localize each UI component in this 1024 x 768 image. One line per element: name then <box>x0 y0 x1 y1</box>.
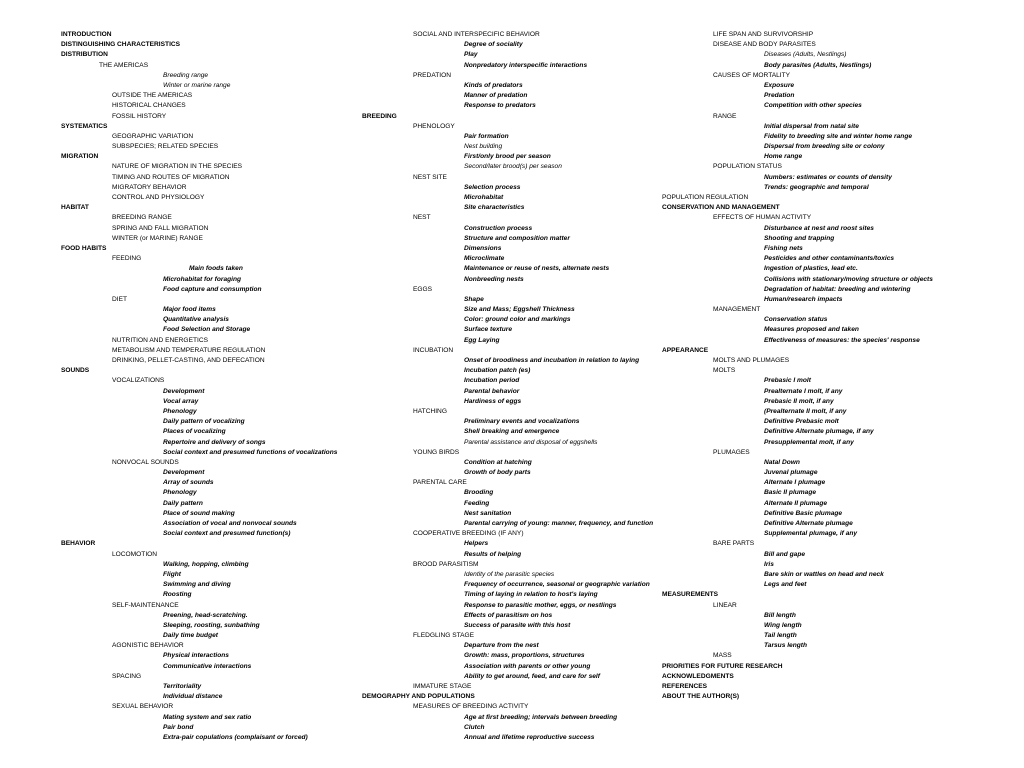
outline-subitem: Quantitative analysis <box>163 316 229 324</box>
section-heading: POPULATION REGULATION <box>662 194 749 201</box>
outline-subitem: Food Selection and Storage <box>163 326 251 334</box>
outline-subheading: OUTSIDE THE AMERICAS <box>112 92 193 100</box>
outline-subitem: Effectiveness of measures: the species' response <box>764 336 920 344</box>
outline-subitem: Nest building <box>464 143 503 151</box>
outline-subitem: Array of sounds <box>163 479 214 487</box>
outline-subitem: Disturbance at nest and roost sites <box>764 224 874 232</box>
outline-subitem: Shape <box>464 295 484 303</box>
outline-subheading: HISTORICAL CHANGES <box>112 102 186 110</box>
outline-subitem: Identity of the parasitic species <box>464 570 555 578</box>
outline-subitem: Annual and lifetime reproductive success <box>464 733 595 741</box>
outline-subitem: Dimensions <box>464 244 502 252</box>
outline-subheading: PARENTAL CARE <box>413 479 467 487</box>
outline-column-1 <box>61 30 361 743</box>
outline-subheading: TIMING AND ROUTES OF MIGRATION <box>112 173 230 181</box>
outline-subheading: FLEDGLING STAGE <box>413 632 475 640</box>
outline-subitem: Place of sound making <box>163 509 235 517</box>
outline-subitem: Mating system and sex ratio <box>163 713 252 721</box>
section-heading: DISTINGUISHING CHARACTERISTICS <box>61 41 181 49</box>
outline-subitem: Site characteristics <box>464 204 525 212</box>
outline-subheading: BROOD PARASITISM <box>413 560 479 568</box>
outline-subheading: DISEASE AND BODY PARASITES <box>713 41 816 49</box>
outline-subitem: Phenology <box>163 489 197 497</box>
outline-subitem: Body parasites (Adults, Nestlings) <box>764 61 872 69</box>
outline-subitem: Size and Mass; Eggshell Thickness <box>464 306 575 314</box>
outline-subitem: Response to parasitic mother, eggs, or nestlings <box>464 601 617 609</box>
outline-subitem: Helpers <box>464 540 489 548</box>
outline-subheading: DRINKING, PELLET-CASTING, AND DEFECATION <box>112 357 265 364</box>
outline-subheading: MEASURES OF BREEDING ACTIVITY <box>413 703 529 711</box>
outline-subitem: Bill and gape <box>764 550 806 558</box>
outline-subitem: Home range <box>764 153 803 161</box>
section-heading: ACKNOWLEDGMENTS <box>662 672 734 680</box>
outline-subitem: Daily time budget <box>163 632 218 640</box>
outline-subitem: Natal Down <box>764 458 800 466</box>
outline-subheading: METABOLISM AND TEMPERATURE REGULATION <box>112 346 266 354</box>
outline-subitem: Tarsus length <box>764 642 807 650</box>
outline-subitem: Social context and presumed functions of vocalizations <box>163 448 338 456</box>
outline-subheading: PHENOLOGY <box>413 122 455 130</box>
outline-subitem: Presupplemental molt, if any <box>764 438 854 446</box>
outline-subitem: Swimming and diving <box>163 581 231 589</box>
outline-subitem: Association with parents or other young <box>464 662 591 670</box>
outline-subheading: SPRING AND FALL MIGRATION <box>112 224 209 232</box>
section-heading: MIGRATION <box>61 153 99 161</box>
outline-subheading: PLUMAGES <box>713 448 750 456</box>
outline-subitem: Places of vocalizing <box>163 428 226 436</box>
outline-subitem: Physical interactions <box>163 652 229 660</box>
outline-subitem: Daily pattern of vocalizing <box>163 418 245 426</box>
outline-subheading: NEST SITE <box>413 173 447 181</box>
outline-subheading: INCUBATION <box>413 346 454 354</box>
outline-subitem: Success of parasite with this host <box>464 621 571 629</box>
outline-subitem: Shooting and trapping <box>764 234 835 242</box>
outline-subitem: Alternate I plumage <box>764 479 826 487</box>
section-heading: SOUNDS <box>61 367 90 375</box>
outline-subitem: Preening, head-scratching. <box>163 611 248 619</box>
outline-subheading: DIET <box>112 295 128 303</box>
outline-subitem: Social context and presumed function(s) <box>163 530 291 538</box>
outline-subitem: Dispersal from breeding site or colony <box>764 143 885 151</box>
outline-subitem: Shell breaking and emergence <box>464 428 560 436</box>
outline-subheading: PREDATION <box>413 71 451 79</box>
outline-subitem: Prebasic I molt <box>764 377 811 385</box>
outline-subitem: Territoriality <box>163 683 202 690</box>
outline-subheading: MASS <box>713 652 732 660</box>
outline-subheading: NONVOCAL SOUNDS <box>112 458 179 466</box>
outline-subitem: Alternate II plumage <box>764 499 828 507</box>
outline-subheading: LOCOMOTION <box>112 550 158 558</box>
outline-subitem: Nonpredatory interspecific interactions <box>464 61 588 69</box>
outline-subheading: NATURE OF MIGRATION IN THE SPECIES <box>112 163 243 171</box>
outline-subitem: Extra-pair copulations (complaisant or forced) <box>163 733 308 741</box>
outline-subitem: Communicative interactions <box>163 662 252 670</box>
outline-subheading: HATCHING <box>413 407 447 415</box>
outline-subheading: CAUSES OF MORTALITY <box>713 71 791 79</box>
outline-subitem: Definitive Basic plumage <box>764 509 843 517</box>
outline-subitem: Degree of sociality <box>464 41 523 49</box>
section-heading: DISTRIBUTION <box>61 51 108 59</box>
section-heading: BEHAVIOR <box>61 540 96 548</box>
section-heading: PRIORITIES FOR FUTURE RESEARCH <box>662 662 783 670</box>
section-heading: INTRODUCTION <box>61 31 112 38</box>
outline-subitem: Growth: mass, proportions, structures <box>464 652 585 660</box>
outline-subheading: SEXUAL BEHAVIOR <box>112 703 174 711</box>
outline-subitem: Tail length <box>764 632 797 640</box>
outline-subitem: Major food items <box>163 306 216 314</box>
outline-subitem: Incubation patch (es) <box>464 367 531 375</box>
outline-subitem: Bill length <box>764 611 796 619</box>
outline-subitem: Prealternate I molt, if any <box>764 387 843 395</box>
outline-column-2 <box>362 30 662 743</box>
section-heading: APPEARANCE <box>662 346 709 354</box>
outline-subitem: Structure and composition matter <box>464 234 570 242</box>
outline-subheading: AGONISTIC BEHAVIOR <box>112 642 184 650</box>
outline-subitem: Prebasic II molt, if any <box>764 397 834 405</box>
outline-subheading: NEST <box>413 214 431 222</box>
outline-subitem: Construction process <box>464 224 533 232</box>
section-heading: BREEDING <box>362 112 397 120</box>
outline-subitem: Flight <box>163 570 181 578</box>
outline-subitem: Vocal array <box>163 397 199 405</box>
outline-subitem: Pesticides and other contaminants/toxics <box>764 255 895 263</box>
outline-subitem: (Prealternate II molt, if any <box>764 407 847 415</box>
outline-subitem: Human/research impacts <box>764 295 843 303</box>
outline-subitem: Competition with other species <box>764 102 862 110</box>
section-heading: ABOUT THE AUTHOR(S) <box>662 693 740 701</box>
outline-subitem: Hardiness of eggs <box>464 397 522 405</box>
outline-subitem: Association of vocal and nonvocal sounds <box>163 520 297 527</box>
outline-subitem: Definitive Alternate plumage, if any <box>764 428 874 436</box>
outline-subheading: THE AMERICAS <box>99 61 149 69</box>
outline-subitem: Wing length <box>764 621 802 629</box>
outline-subitem: Development <box>163 469 205 477</box>
outline-subitem: Ingestion of plastics, lead etc. <box>764 265 858 273</box>
outline-subheading: MOLTS AND PLUMAGES <box>713 357 790 364</box>
outline-subheading: WINTER (or MARINE) RANGE <box>112 234 203 242</box>
outline-subitem: Play <box>464 51 478 59</box>
outline-subitem: Phenology <box>163 407 197 415</box>
outline-subitem: Feeding <box>464 499 490 507</box>
outline-subheading: FOSSIL HISTORY <box>112 112 167 120</box>
outline-subitem: Kinds of predators <box>464 81 523 89</box>
outline-subitem: Bare skin or wattles on head and neck <box>764 570 884 578</box>
outline-subitem: Conservation status <box>764 316 828 324</box>
outline-subitem: Growth of body parts <box>464 469 531 477</box>
outline-subitem: Incubation period <box>464 377 520 385</box>
outline-subitem: Brooding <box>464 489 494 497</box>
outline-subheading: MANAGEMENT <box>713 306 761 314</box>
outline-subheading: CONTROL AND PHYSIOLOGY <box>112 194 205 201</box>
outline-subitem: Color: ground color and markings <box>464 316 571 324</box>
outline-subitem: Numbers: estimates or counts of density <box>764 173 892 181</box>
outline-subitem: Results of helping <box>464 550 522 558</box>
outline-subitem: Manner of predation <box>464 92 528 100</box>
outline-subitem: Development <box>163 387 205 395</box>
outline-subitem: Initial dispersal from natal site <box>764 122 859 130</box>
outline-subitem: Legs and feet <box>764 581 807 589</box>
outline-subitem: Frequency of occurrence, seasonal or geographic variation <box>464 581 650 589</box>
outline-subheading: BREEDING RANGE <box>112 214 172 222</box>
outline-subitem: Parental carrying of young: manner, frequency, and function <box>464 520 654 527</box>
outline-subitem: Selection process <box>464 183 521 191</box>
outline-subheading: SPACING <box>112 672 142 680</box>
outline-subitem: Food capture and consumption <box>163 285 262 293</box>
outline-subitem: Fishing nets <box>764 244 803 252</box>
section-heading: DEMOGRAPHY AND POPULATIONS <box>362 693 475 701</box>
outline-subheading: EFFECTS OF HUMAN ACTIVITY <box>713 214 812 222</box>
outline-subheading: LINEAR <box>713 601 737 609</box>
outline-subheading: EGGS <box>413 285 433 293</box>
outline-subitem: Breeding range <box>163 71 209 79</box>
outline-subitem: Second/later brood(s) per season <box>464 163 562 171</box>
outline-subitem: Iris <box>764 560 774 568</box>
outline-subheading: GEOGRAPHIC VARIATION <box>112 132 194 140</box>
outline-subitem: Sleeping, roosting, sunbathing <box>163 621 260 629</box>
outline-subitem: Microclimate <box>464 255 505 263</box>
section-heading: CONSERVATION AND MANAGEMENT <box>662 204 780 212</box>
outline-subitem: Juvenal plumage <box>764 469 818 477</box>
outline-subheading: SUBSPECIES; RELATED SPECIES <box>112 143 219 151</box>
outline-subitem: Condition at hatching <box>464 458 532 466</box>
outline-subitem: Departure from the nest <box>464 642 539 650</box>
outline-subitem: Nonbreeding nests <box>464 275 524 283</box>
outline-subheading: SELF-MAINTENANCE <box>112 601 179 609</box>
outline-subitem: Fidelity to breeding site and winter home range <box>764 132 913 140</box>
outline-subitem: Age at first breeding; intervals between breeding <box>464 713 618 721</box>
outline-subitem: Parental behavior <box>464 387 520 395</box>
outline-subheading: MOLTS <box>713 367 736 375</box>
outline-subheading: FEEDING <box>112 255 142 263</box>
outline-subitem: Individual distance <box>163 693 223 701</box>
outline-subitem: Degradation of habitat: breeding and wintering <box>764 285 911 293</box>
outline-subheading: NUTRITION AND ENERGETICS <box>112 336 208 344</box>
outline-subitem: Exposure <box>764 81 795 89</box>
outline-subitem: Onset of broodiness and incubation in relation to laying <box>464 357 640 364</box>
outline-subitem: Trends: geographic and temporal <box>764 183 869 191</box>
outline-subitem: Definitive Prebasic molt <box>764 418 839 426</box>
outline-subitem: Basic II plumage <box>764 489 817 497</box>
section-heading: FOOD HABITS <box>61 244 107 252</box>
outline-subitem: Parental assistance and disposal of eggshells <box>464 438 598 446</box>
outline-subitem: Predation <box>764 92 795 100</box>
section-heading: REFERENCES <box>662 683 708 690</box>
outline-subheading: MIGRATORY BEHAVIOR <box>112 183 187 191</box>
section-heading: SYSTEMATICS <box>61 122 108 130</box>
outline-subitem: Preliminary events and vocalizations <box>464 418 580 426</box>
outline-subitem: Microhabitat for foraging <box>163 275 242 283</box>
outline-subitem: Pair formation <box>464 132 509 140</box>
outline-subitem: Clutch <box>464 723 485 731</box>
outline-subitem: Collisions with stationary/moving structure or objects <box>764 275 933 283</box>
outline-subheading: BARE PARTS <box>713 540 755 548</box>
outline-subitem: Effects of parasitism on hos <box>464 611 553 619</box>
section-heading: HABITAT <box>61 204 89 212</box>
outline-subitem: Diseases (Adults, Nestlings) <box>764 51 847 59</box>
outline-subitem: Timing of laying in relation to host's laying <box>464 591 598 599</box>
outline-subheading: YOUNG BIRDS <box>413 448 460 456</box>
outline-subitem: Winter or marine range <box>163 81 231 89</box>
outline-subheading: LIFE SPAN AND SURVIVORSHIP <box>713 31 814 38</box>
outline-subitem: Walking, hopping, climbing <box>163 560 249 568</box>
outline-subitem: Daily pattern <box>163 499 203 507</box>
section-heading: MEASUREMENTS <box>662 591 719 599</box>
outline-subitem: Roosting <box>163 591 192 599</box>
outline-subheading: RANGE <box>713 112 737 120</box>
outline-subitem: Nest sanitation <box>464 509 512 517</box>
outline-subitem: First/only brood per season <box>464 153 551 161</box>
outline-subitem: Maintenance or reuse of nests, alternate nests <box>464 265 610 273</box>
outline-subitem: Egg Laying <box>464 336 500 344</box>
outline-subheading: VOCALIZATIONS <box>112 377 165 385</box>
outline-subitem: Ability to get around, feed, and care for self <box>464 672 600 680</box>
outline-subitem: Definitive Alternate plumage <box>764 520 853 527</box>
outline-subitem: Surface texture <box>464 326 513 334</box>
outline-subheading: SOCIAL AND INTERSPECIFIC BEHAVIOR <box>413 31 540 38</box>
outline-subheading: COOPERATIVE BREEDING (IF ANY) <box>413 530 524 538</box>
outline-column-3 <box>662 30 1024 702</box>
outline-subitem: Pair bond <box>163 723 194 731</box>
outline-subitem: Repertoire and delivery of songs <box>163 438 266 446</box>
outline-subitem: Measures proposed and taken <box>764 326 859 334</box>
outline-subitem: Microhabitat <box>464 194 504 201</box>
outline-subheading: IMMATURE STAGE <box>413 683 472 690</box>
outline-subheading: POPULATION STATUS <box>713 163 782 171</box>
outline-subitem: Response to predators <box>464 102 536 110</box>
outline-subitem: Supplemental plumage, if any <box>764 530 858 538</box>
outline-subitem: Main foods taken <box>189 265 243 273</box>
